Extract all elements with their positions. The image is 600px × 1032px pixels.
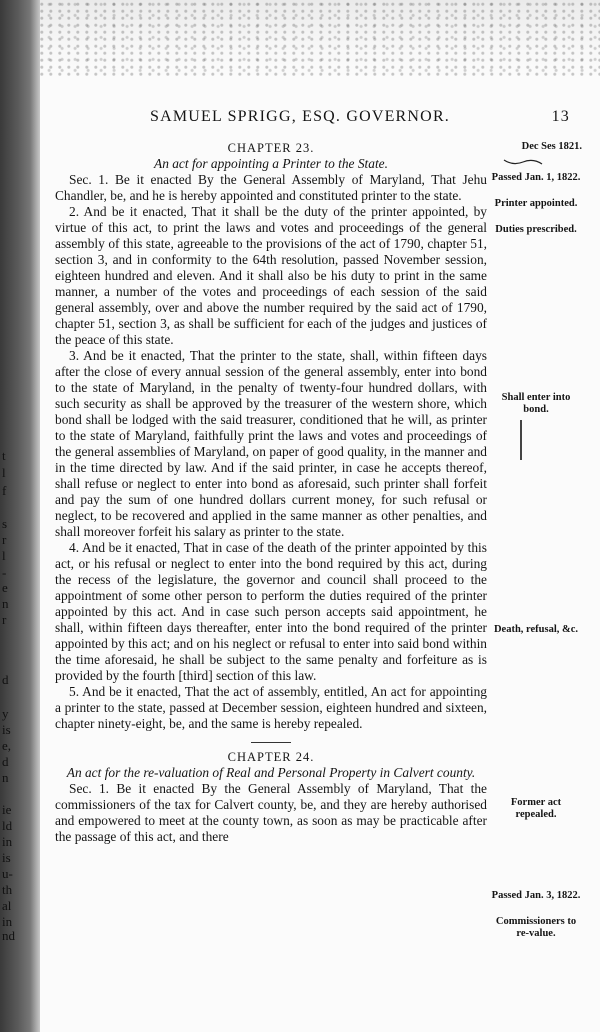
left-margin-fragments: [0, 0, 14, 1032]
chapter-23-title: An act for appointing a Printer to the State.: [154, 156, 388, 171]
chapter-23-section-2: 2. And be it enacted, That it shall be the duty of the printer appointed, by virtue of this act, to print the laws and votes and proceedings of the general assembly of this state, agreeable to the provisions of the act of 1790, chapter 51, section 3, and in conformity to the 64th resolution, passed November session, eighteen hundred and eleven. And it shall also be his duty to print in the same manner, a number of the votes and proceedings of each session of the said general assembly, over and above the number required by the said act of 1790, chapter 51, section 3, as shall be sufficient for each of the judges and justices of the peace of this state.: [55, 204, 487, 347]
margin-fragment: n: [2, 770, 9, 785]
margin-fragment: in: [2, 834, 13, 849]
margin-fragment: n: [2, 596, 9, 611]
scan-noise-band: [40, 0, 600, 78]
margin-fragment: -: [2, 565, 7, 580]
margin-fragment: l: [2, 465, 6, 480]
margin-tick: [520, 420, 522, 460]
sidenote-death-refusal: Death, refusal, &c.: [493, 624, 579, 635]
sidenote-date: Dec Ses 1821.: [521, 141, 582, 152]
sidenote-passed-chapter-24: Passed Jan. 3, 1822.: [491, 890, 581, 901]
margin-fragment: e: [2, 580, 8, 595]
margin-fragment: s: [2, 516, 8, 531]
page-number: 13: [551, 108, 570, 125]
chapter-23-section-4: 4. And be it enacted, That in case of the death of the printer appointed by this act, or his refusal or neglect to enter into the bond required by this act, during the recess of the legislature, the governor and council shall proceed to the appointment of some other person to perform the duties required of the printer appointed by this act. And in case such person accepts said appointment, he shall, within fifteen days thereafter, enter into the bond required of the printer appointed by this act; and on his neglect or refusal to enter into said bond within the time aforesaid, he shall be subject to the same penalty and forfeiture as is provided by the fourth [third] section of this law.: [55, 540, 487, 683]
margin-fragment: d: [2, 672, 9, 687]
chapter-23-section-1: Sec. 1. Be it enacted By the General Assembly of Maryland, That Jehu Chandler, be, and he is hereby appointed and constituted printer to the state.: [55, 172, 487, 203]
margin-fragment: is: [2, 722, 11, 737]
margin-fragment: u-: [2, 866, 13, 881]
margin-fragment: t: [2, 448, 6, 463]
sidenote-commissioners: Commissioners to re-value.: [495, 916, 577, 939]
section-divider: [251, 742, 291, 743]
margin-fragment: in: [2, 914, 13, 929]
chapter-23-heading: CHAPTER 23.: [227, 141, 315, 155]
chapter-23-section-3: 3. And be it enacted, That the printer to the state, shall, within fifteen days after the close of every annual session of the general assembly, enter into bond to the state of Maryland, in the penalty of twenty-four hundred dollars, with such security as shall be approved by the treasurer of the western shore, which bond shall be lodged with the said treasurer, conditioned that he will, as printer to the state of Maryland, faithfully print the laws and votes and proceedings of the general assemblies of Maryland, on paper of good quality, in the manner and in the time directed by law. And if the said printer, in case he accepts thereof, shall refuse or neglect to enter into bond as aforesaid, such printer shall forfeit and pay the sum of one hundred dollars current money, for such refusal or neglect, to be recovered and applied in the same manner as other penalties, and shall moreover forfeit his salary as printer to the state.: [55, 348, 487, 539]
running-header: [120, 108, 575, 132]
chapter-24-heading: CHAPTER 24.: [227, 750, 315, 764]
sidenote-duties: Duties prescribed.: [495, 224, 577, 235]
margin-fragment: al: [2, 898, 12, 913]
brace-mark: [503, 158, 543, 166]
chapter-23-section-5: 5. And be it enacted, That the act of assembly, entitled, An act for appointing a printer to the state, passed at December session, eighteen hundred and sixteen, chapter ninety-eight, be, and the same is hereby repealed.: [55, 684, 487, 731]
sidenote-bond: Shall enter into bond.: [501, 392, 571, 415]
sidenote-printer-appointed: Printer appointed.: [494, 198, 578, 209]
margin-fragment: l: [2, 548, 6, 563]
chapter-24-section-1: Sec. 1. Be it enacted By the General Assembly of Maryland, That the commissioners of the tax for Calvert county, be, and they are hereby authorised and empowered to meet at the county town, as soon as may be practicable after the passage of this act, and there: [55, 781, 487, 844]
margin-fragment: r: [2, 532, 7, 547]
margin-fragment: f: [2, 483, 7, 498]
running-title: SAMUEL SPRIGG, ESQ. GOVERNOR.: [150, 108, 451, 125]
margin-fragment: r: [2, 612, 7, 627]
margin-fragment: ld: [2, 818, 13, 833]
margin-fragment: nd: [2, 928, 15, 943]
margin-fragment: y: [2, 706, 9, 721]
margin-fragment: ie: [2, 802, 12, 817]
chapter-24-title: An act for the re-valuation of Real and Personal Property in Calvert county.: [66, 765, 476, 780]
sidenote-passed-chapter-23: Passed Jan. 1, 1822.: [491, 172, 581, 183]
margin-fragment: is: [2, 850, 11, 865]
sidenote-repealed: Former act repealed.: [510, 797, 562, 820]
margin-fragment: e,: [2, 738, 12, 753]
main-text-column: [55, 138, 487, 845]
margin-fragment: th: [2, 882, 13, 897]
margin-fragment: d: [2, 754, 9, 769]
